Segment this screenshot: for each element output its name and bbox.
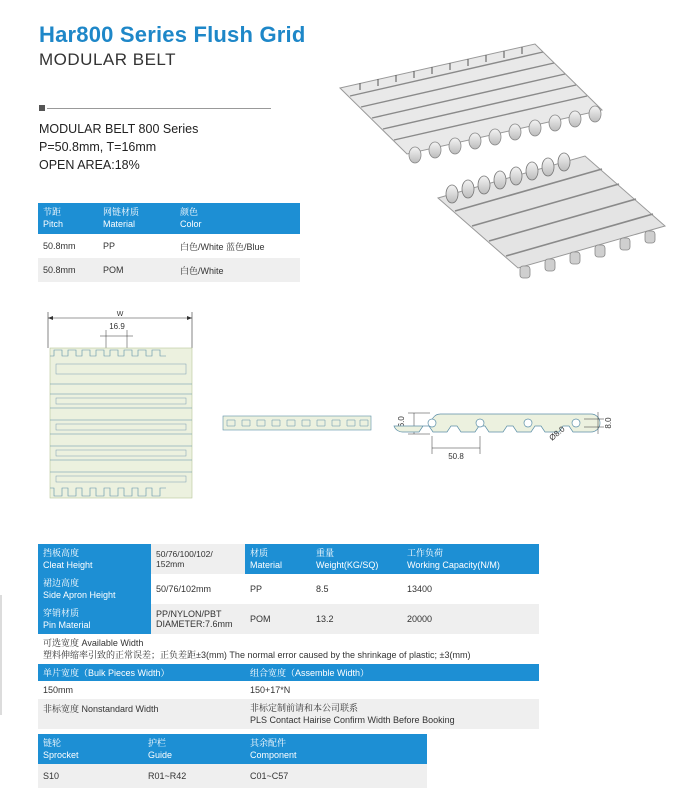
- header-cell: 颜色 Color: [175, 203, 300, 234]
- assemble-width-value: 150+17*N: [245, 681, 539, 699]
- width-dimension-label: W: [116, 311, 124, 318]
- pitch-material-table: [38, 203, 300, 282]
- thickness-label: 16.0: [397, 416, 406, 432]
- belt-product-illustration: [330, 38, 675, 300]
- table-row: [38, 699, 539, 729]
- table-row: [38, 604, 539, 634]
- table-cell: 50/76/102mm: [151, 574, 245, 604]
- assemble-width-header: 组合宽度（Assemble Width）: [245, 664, 539, 681]
- spec-line: OPEN AREA:18%: [39, 158, 140, 172]
- table-row: 50.8mm PP 白色/White 蓝色/Blue: [38, 234, 300, 258]
- table-header-row: [38, 203, 300, 234]
- belt-bottom-view-image: [438, 153, 665, 278]
- table-cell: 13400: [402, 574, 539, 604]
- header-cell: 其余配件 Component: [245, 734, 427, 764]
- header-cell: 穿销材质 Pin Material: [38, 604, 151, 634]
- header-cell: 重量 Weight(KG/SQ): [311, 544, 402, 574]
- contact-note-cell: 非标定制前请和本公司联系 PLS Contact Hairise Confirm Width Before Booking: [245, 699, 539, 729]
- table-row: 50.8mm POM 白色/White: [38, 258, 300, 282]
- bulk-width-header: 单片宽度（Bulk Pieces Width）: [38, 664, 245, 681]
- table-header-row: [38, 734, 427, 764]
- table-row: [38, 574, 539, 604]
- table-cell: POM: [245, 604, 311, 634]
- table-cell: 8.5: [311, 574, 402, 604]
- pitch-dimension-label: 50.8: [448, 452, 464, 461]
- belt-spec-table: [38, 544, 539, 729]
- nonstandard-width-label: 非标宽度 Nonstandard Width: [38, 699, 245, 729]
- table-cell: PP: [245, 574, 311, 604]
- rod-diameter-label: Ø8.0: [547, 424, 567, 443]
- header-cell: 护栏 Guide: [143, 734, 245, 764]
- section-marker: [39, 105, 45, 111]
- section-divider: [47, 108, 271, 109]
- belt-edge-drawing: [222, 412, 372, 434]
- header-cell: 节距 Pitch: [38, 203, 98, 234]
- available-width-label: 可选宽度 Available Width: [43, 638, 144, 648]
- table-row: [38, 681, 539, 699]
- table-cell: 20000: [402, 604, 539, 634]
- table-row: [38, 634, 539, 664]
- accessory-table: [38, 734, 427, 788]
- table-row: [38, 664, 539, 681]
- header-cell: 材质 Material: [245, 544, 311, 574]
- table-cell: PP/NYLON/PBT DIAMETER:7.6mm: [151, 604, 245, 634]
- bulk-width-value: 150mm: [38, 681, 245, 699]
- rod-height-label: 8.0: [604, 417, 613, 429]
- page-edge-mark: [0, 595, 2, 715]
- header-cell: 挡板高度 Cleat Height: [38, 544, 151, 574]
- page-title: Har800 Series Flush Grid: [39, 22, 306, 47]
- spec-line: MODULAR BELT 800 Series: [39, 122, 199, 136]
- spec-summary: [39, 120, 198, 174]
- header-cell: 裙边高度 Side Apron Height: [38, 574, 151, 604]
- table-row: S10 R01~R42 C01~C57: [38, 764, 427, 788]
- belt-top-view-image: [340, 44, 602, 163]
- grid-pitch-label: 16.9: [109, 322, 125, 331]
- belt-profile-drawing: [392, 396, 622, 466]
- belt-plan-drawing: [40, 308, 200, 508]
- header-cell: 网链材质 Material: [98, 203, 175, 234]
- width-note-cell: [38, 634, 539, 664]
- table-cell: 50/76/100/102/ 152mm: [151, 544, 245, 574]
- table-cell: 13.2: [311, 604, 402, 634]
- page-subtitle: MODULAR BELT: [39, 50, 176, 69]
- header-cell: 链轮 Sprocket: [38, 734, 143, 764]
- table-row: [38, 544, 539, 574]
- shrinkage-note: 塑料伸缩率引致的正常误差；正负差距±3(mm) The normal error caused by the shrinkage of plastic; ±3(mm): [43, 650, 471, 660]
- spec-line: P=50.8mm, T=16mm: [39, 140, 157, 154]
- header-cell: 工作负荷 Working Capacity(N/M): [402, 544, 539, 574]
